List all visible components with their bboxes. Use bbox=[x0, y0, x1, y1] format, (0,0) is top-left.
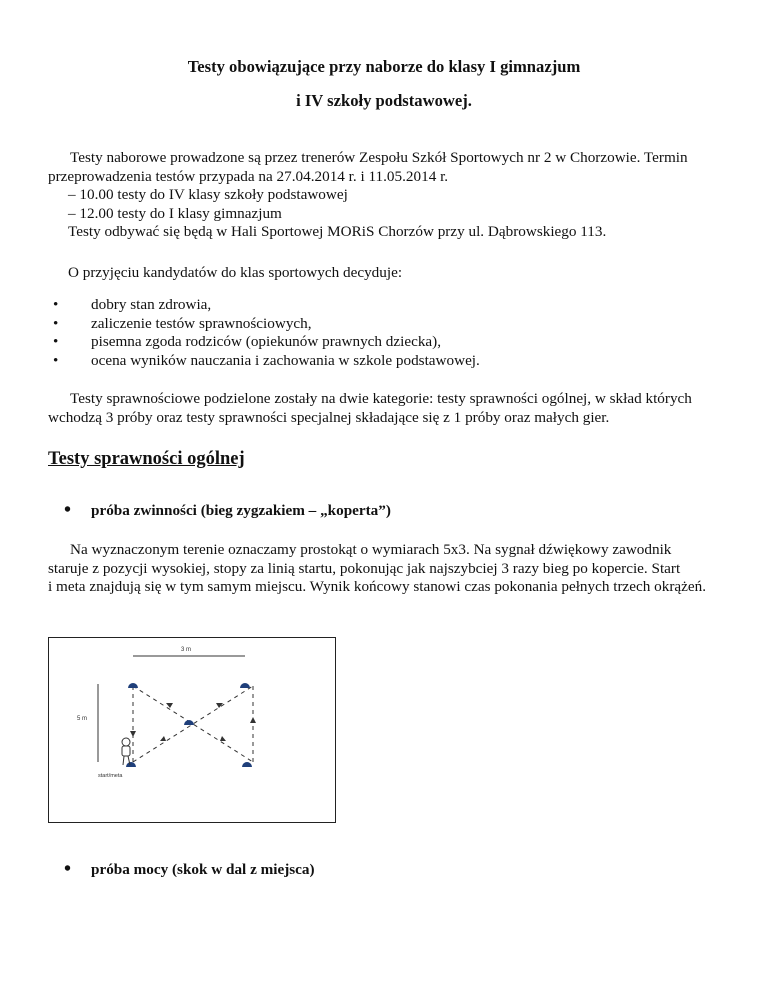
categories-paragraph bbox=[48, 390, 720, 427]
bullet-icon: • bbox=[53, 296, 59, 313]
height-dimension-label: 5 m bbox=[77, 716, 88, 722]
bullet-icon: • bbox=[64, 858, 72, 880]
test-power-label: próba mocy (skok w dal z miejsca) bbox=[91, 861, 315, 878]
test-agility-item bbox=[48, 499, 728, 522]
page-title: Testy obowiązujące przy naborze do klasy I gimnazjum bbox=[187, 57, 581, 76]
intro-line: Testy naborowe prowadzone są przez trenerów Zespołu Szkół Sportowych nr 2 w Chorzowie. Termin bbox=[70, 149, 688, 166]
test-agility-description bbox=[48, 541, 720, 597]
description-line: staruje z pozycji wysokiej, stopy za linią startu, pokonując jak najszybciej 3 razy bieg po kopercie. Start bbox=[48, 559, 681, 577]
list-item-text: zaliczenie testów sprawnościowych, bbox=[91, 314, 312, 332]
list-item bbox=[48, 352, 728, 371]
intro-line: przeprowadzenia testów przypada na 27.04.2014 r. i 11.05.2014 r. bbox=[48, 167, 449, 185]
list-item-text: dobry stan zdrowia, bbox=[91, 296, 212, 313]
categories-line: Testy sprawnościowe podzielone zostały na dwie kategorie: testy sprawności ogólnej, w skład których bbox=[70, 390, 692, 407]
bullet-icon: • bbox=[53, 351, 59, 369]
list-item-text: ocena wyników nauczania i zachowania w szkole podstawowej. bbox=[91, 351, 480, 369]
bullet-icon: • bbox=[53, 333, 59, 350]
intro-schedule-line: – 10.00 testy do IV klasy szkoły podstawowej bbox=[68, 186, 348, 203]
intro-schedule-line: – 12.00 testy do I klasy gimnazjum bbox=[68, 204, 282, 222]
envelope-run-diagram bbox=[48, 637, 336, 823]
description-line: i meta znajdują się w tym samym miejscu. Wynik końcowy stanowi czas pokonania pełnych trzech okrążeń. bbox=[48, 578, 707, 595]
section-heading: Testy sprawności ogólnej bbox=[48, 449, 245, 469]
test-agility-label: próba zwinności (bieg zygzakiem – „koperta”) bbox=[91, 502, 391, 519]
list-item bbox=[48, 315, 728, 334]
admission-heading: O przyjęciu kandydatów do klas sportowych decyduje: bbox=[68, 264, 403, 281]
list-item bbox=[48, 333, 728, 352]
list-item bbox=[48, 296, 728, 315]
intro-venue-line: Testy odbywać się będą w Hali Sportowej MORiS Chorzów przy ul. Dąbrowskiego 113. bbox=[68, 223, 607, 240]
list-item-text: pisemna zgoda rodziców (opiekunów prawnych dziecka), bbox=[91, 333, 442, 350]
description-line: Na wyznaczonym terenie oznaczamy prostokąt o wymiarach 5x3. Na sygnał dźwiękowy zawodnik bbox=[70, 541, 672, 558]
bullet-icon: • bbox=[64, 499, 72, 521]
start-finish-label: start/meta bbox=[98, 773, 123, 779]
diagram-frame bbox=[49, 638, 336, 823]
categories-line: wchodzą 3 próby oraz testy sprawności specjalnej składające się z 1 próby oraz małych gier. bbox=[48, 408, 610, 426]
width-dimension-label: 3 m bbox=[181, 647, 192, 653]
page-subtitle: i IV szkoły podstawowej. bbox=[296, 91, 472, 110]
admission-list bbox=[48, 296, 728, 370]
intro-paragraph bbox=[48, 149, 720, 242]
bullet-icon: • bbox=[53, 314, 59, 332]
test-power-item bbox=[48, 858, 728, 881]
